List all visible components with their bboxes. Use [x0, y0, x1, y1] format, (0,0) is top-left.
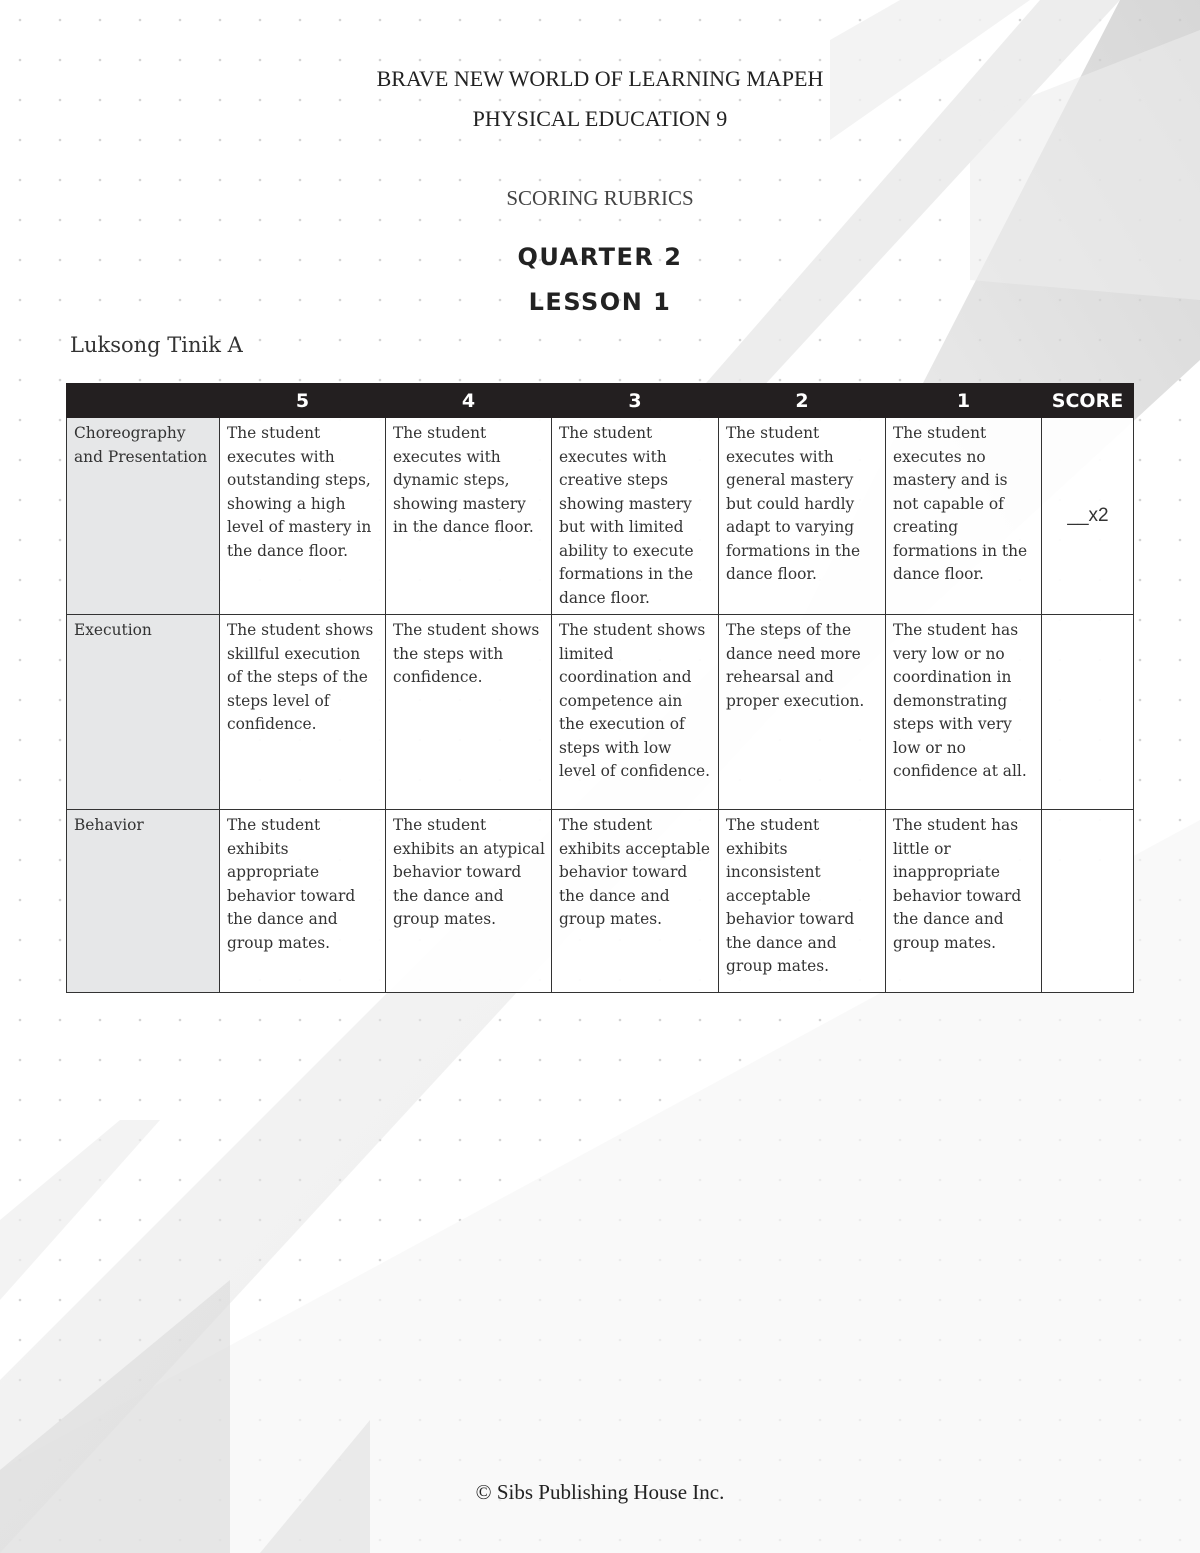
rubric-cell-3: The student exhibits acceptable behavior toward the dance and group mates.: [552, 810, 719, 993]
score-cell: __x2: [1042, 418, 1134, 615]
rubric-cell-4: The student executes with dynamic steps, showing mastery in the dance floor.: [386, 418, 552, 615]
rubric-cell-2: The student exhibits inconsistent acceptable behavior toward the dance and group mates.: [719, 810, 886, 993]
table-header-row: [67, 384, 1134, 418]
quarter-label: QUARTER 2: [517, 243, 683, 271]
score-cell: [1042, 615, 1134, 810]
lesson-label: LESSON 1: [528, 288, 672, 316]
criterion-cell: Execution: [67, 615, 220, 810]
header-score-2: 2: [719, 384, 886, 418]
header-score: SCORE: [1042, 384, 1134, 418]
rubric-cell-1: The student has very low or no coordination in demonstrating steps with very low or no confidence at all.: [886, 615, 1042, 810]
rubric-cell-3: The student shows limited coordination and competence ain the execution of steps with low level of confidence.: [552, 615, 719, 810]
table-row: [67, 810, 1134, 993]
header-score-5: 5: [220, 384, 386, 418]
table-row: [67, 418, 1134, 615]
table-row: [67, 615, 1134, 810]
rubric-cell-5: The student shows skillful execution of the steps of the steps level of confidence.: [220, 615, 386, 810]
book-title: BRAVE NEW WORLD OF LEARNING MAPEH: [376, 66, 824, 91]
criterion-cell: Choreography and Presentation: [67, 418, 220, 615]
header-criterion: [67, 384, 220, 418]
rubric-cell-1: The student executes no mastery and is not capable of creating formations in the dance floor.: [886, 418, 1042, 615]
rubric-cell-5: The student exhibits appropriate behavior toward the dance and group mates.: [220, 810, 386, 993]
rubric-cell-4: The student shows the steps with confidence.: [386, 615, 552, 810]
rubric-cell-2: The student executes with general mastery but could hardly adapt to varying formations in the dance floor.: [719, 418, 886, 615]
section-title: SCORING RUBRICS: [506, 186, 694, 210]
rubric-cell-4: The student exhibits an atypical behavior toward the dance and group mates.: [386, 810, 552, 993]
activity-name: Luksong Tinik A: [70, 333, 243, 357]
criterion-cell: Behavior: [67, 810, 220, 993]
score-cell: [1042, 810, 1134, 993]
rubric-cell-5: The student executes with outstanding steps, showing a high level of mastery in the dance floor.: [220, 418, 386, 615]
header-score-3: 3: [552, 384, 719, 418]
rubric-cell-3: The student executes with creative steps showing mastery but with limited ability to execute formations in the dance floor.: [552, 418, 719, 615]
rubric-cell-1: The student has little or inappropriate behavior toward the dance and group mates.: [886, 810, 1042, 993]
copyright-footer: © Sibs Publishing House Inc.: [475, 1480, 725, 1504]
header-score-4: 4: [386, 384, 552, 418]
rubric-cell-2: The steps of the dance need more rehearsal and proper execution.: [719, 615, 886, 810]
header-score-1: 1: [886, 384, 1042, 418]
subject-title: PHYSICAL EDUCATION 9: [472, 106, 728, 131]
rubric-table: [66, 383, 1134, 993]
